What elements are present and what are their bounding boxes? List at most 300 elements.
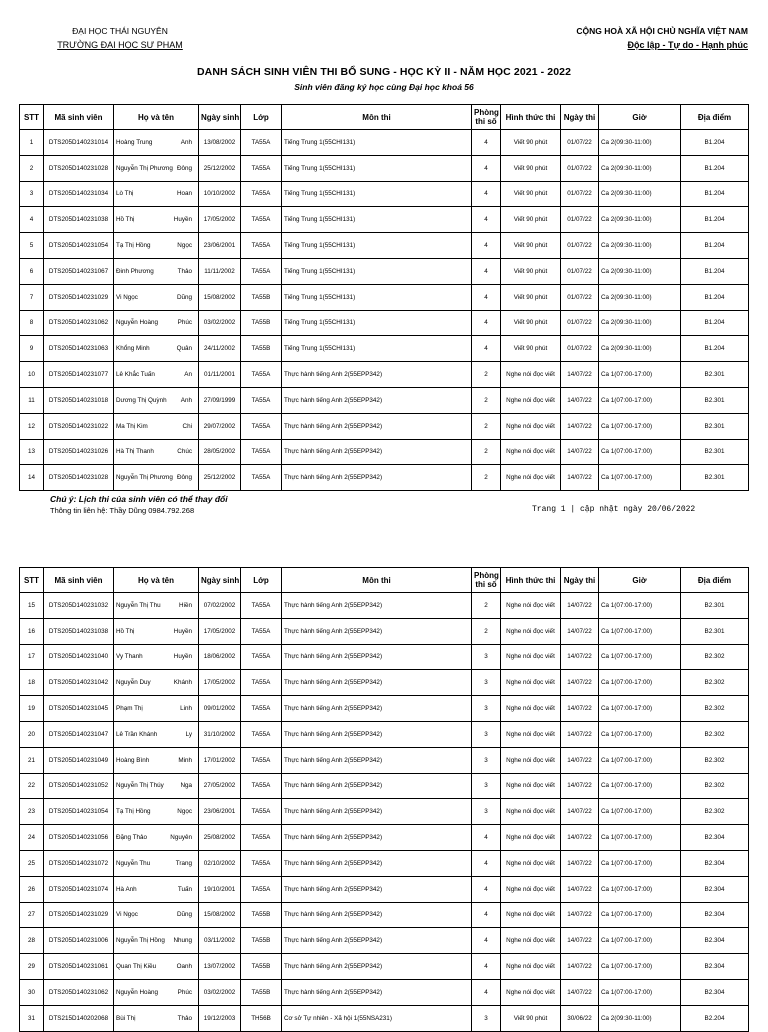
cell-form: Nghe nói đọc viết	[501, 928, 561, 954]
cell-student-id: DTS205D140231014	[44, 130, 114, 156]
table-row	[20, 902, 749, 928]
cell-date: 14/07/22	[561, 593, 599, 619]
cell-name	[114, 336, 199, 362]
cell-given-name: Minh	[178, 756, 192, 764]
cell-dob: 27/05/2002	[199, 773, 241, 799]
table-row	[20, 928, 749, 954]
note-block	[50, 493, 228, 517]
cell-stt: 4	[20, 207, 44, 233]
cell-location: B2.304	[681, 902, 749, 928]
cell-stt: 31	[20, 1005, 44, 1031]
cell-dob: 01/11/2001	[199, 362, 241, 388]
cell-name	[114, 284, 199, 310]
table-row	[20, 387, 749, 413]
cell-subject: Thực hành tiếng Anh 2(55EPP342)	[282, 954, 472, 980]
cell-date: 14/07/22	[561, 670, 599, 696]
cell-time: Ca 2(09:30-11:00)	[599, 336, 681, 362]
cell-student-id: DTS205D140231052	[44, 773, 114, 799]
cell-surname: Lê Trần Khánh	[116, 730, 158, 738]
cell-date: 01/07/22	[561, 155, 599, 181]
cell-stt: 29	[20, 954, 44, 980]
cell-student-id: DTS205D140231062	[44, 310, 114, 336]
cell-time: Ca 2(09:30-11:00)	[599, 1005, 681, 1031]
cell-surname: Đinh Phương	[116, 267, 154, 275]
cell-stt: 25	[20, 850, 44, 876]
cell-location: B2.302	[681, 721, 749, 747]
cell-name	[114, 130, 199, 156]
cell-student-id: DTS205D140231063	[44, 336, 114, 362]
cell-student-id: DTS205D140231056	[44, 825, 114, 851]
cell-given-name: Trang	[175, 859, 192, 867]
col-stt: STT	[20, 568, 44, 593]
cell-name	[114, 155, 199, 181]
cell-date: 01/07/22	[561, 207, 599, 233]
col-name: Họ và tên	[114, 105, 199, 130]
cell-stt: 17	[20, 644, 44, 670]
col-class: Lớp	[241, 105, 282, 130]
cell-time: Ca 2(09:30-11:00)	[599, 155, 681, 181]
table-header-row	[20, 105, 749, 130]
col-dob: Ngày sinh	[199, 568, 241, 593]
cell-name	[114, 413, 199, 439]
cell-dob: 31/10/2002	[199, 721, 241, 747]
cell-form: Nghe nói đọc viết	[501, 413, 561, 439]
col-stt: STT	[20, 105, 44, 130]
cell-location: B2.301	[681, 439, 749, 465]
col-date: Ngày thi	[561, 568, 599, 593]
cell-location: B2.302	[681, 696, 749, 722]
cell-given-name: Thảo	[177, 267, 192, 275]
cell-form: Viết 90 phút	[501, 130, 561, 156]
table-row	[20, 747, 749, 773]
cell-name	[114, 387, 199, 413]
cell-name	[114, 181, 199, 207]
cell-name	[114, 979, 199, 1005]
cell-given-name: Ly	[185, 730, 192, 738]
cell-class: TA55A	[241, 155, 282, 181]
cell-class: TA55A	[241, 207, 282, 233]
cell-form: Nghe nói đọc viết	[501, 825, 561, 851]
cell-form: Viết 90 phút	[501, 1005, 561, 1031]
cell-dob: 27/09/1999	[199, 387, 241, 413]
table-row	[20, 284, 749, 310]
col-student-id: Mã sinh viên	[44, 568, 114, 593]
cell-form: Viết 90 phút	[501, 284, 561, 310]
cell-name	[114, 928, 199, 954]
cell-stt: 24	[20, 825, 44, 851]
cell-time: Ca 1(07:00-17:00)	[599, 825, 681, 851]
cell-given-name: Huyền	[173, 216, 192, 224]
cell-stt: 18	[20, 670, 44, 696]
cell-class: TA55B	[241, 336, 282, 362]
cell-surname: Phạm Thị	[116, 705, 143, 713]
cell-student-id: DTS205D140231054	[44, 233, 114, 259]
cell-location: B2.301	[681, 413, 749, 439]
cell-location: B2.302	[681, 670, 749, 696]
cell-dob: 13/07/2002	[199, 954, 241, 980]
col-location: Địa điểm	[681, 105, 749, 130]
cell-date: 01/07/22	[561, 233, 599, 259]
cell-time: Ca 2(09:30-11:00)	[599, 310, 681, 336]
cell-student-id: DTS205D140231074	[44, 876, 114, 902]
cell-class: TA55A	[241, 387, 282, 413]
cell-student-id: DTS205D140231047	[44, 721, 114, 747]
table-row	[20, 721, 749, 747]
cell-stt: 26	[20, 876, 44, 902]
cell-surname: Dương Thị Quỳnh	[116, 396, 167, 404]
cell-stt: 5	[20, 233, 44, 259]
cell-dob: 03/11/2002	[199, 928, 241, 954]
cell-subject: Thực hành tiếng Anh 2(55EPP342)	[282, 696, 472, 722]
cell-surname: Hà Anh	[116, 885, 137, 893]
cell-dob: 02/10/2002	[199, 850, 241, 876]
cell-subject: Tiếng Trung 1(55CHI131)	[282, 181, 472, 207]
table-row	[20, 181, 749, 207]
cell-subject: Thực hành tiếng Anh 2(55EPP342)	[282, 644, 472, 670]
cell-subject: Tiếng Trung 1(55CHI131)	[282, 310, 472, 336]
cell-location: B2.301	[681, 618, 749, 644]
cell-student-id: DTS205D140231040	[44, 644, 114, 670]
col-time: Giờ	[599, 105, 681, 130]
cell-student-id: DTS205D140231061	[44, 954, 114, 980]
cell-form: Nghe nói đọc viết	[501, 593, 561, 619]
cell-form: Nghe nói đọc viết	[501, 439, 561, 465]
cell-date: 14/07/22	[561, 773, 599, 799]
cell-given-name: Hoan	[176, 190, 192, 198]
cell-class: TA55A	[241, 850, 282, 876]
cell-stt: 12	[20, 413, 44, 439]
cell-location: B2.301	[681, 593, 749, 619]
cell-name	[114, 850, 199, 876]
cell-given-name: Anh	[180, 138, 192, 146]
cell-stt: 20	[20, 721, 44, 747]
cell-subject: Thực hành tiếng Anh 2(55EPP342)	[282, 928, 472, 954]
cell-name	[114, 876, 199, 902]
cell-form: Nghe nói đọc viết	[501, 670, 561, 696]
cell-student-id: DTS205D140231049	[44, 747, 114, 773]
national-motto: Độc lập - Tự do - Hạnh phúc	[627, 40, 748, 50]
cell-stt: 22	[20, 773, 44, 799]
cell-time: Ca 1(07:00-17:00)	[599, 362, 681, 388]
cell-name	[114, 310, 199, 336]
cell-form: Nghe nói đọc viết	[501, 954, 561, 980]
cell-name	[114, 825, 199, 851]
cell-stt: 16	[20, 618, 44, 644]
cell-room: 2	[472, 593, 501, 619]
cell-name	[114, 670, 199, 696]
cell-subject: Thực hành tiếng Anh 2(55EPP342)	[282, 439, 472, 465]
cell-stt: 6	[20, 258, 44, 284]
cell-subject: Thực hành tiếng Anh 2(55EPP342)	[282, 876, 472, 902]
cell-location: B2.302	[681, 773, 749, 799]
cell-student-id: DTS205D140231032	[44, 593, 114, 619]
cell-room: 4	[472, 258, 501, 284]
note-contact: Thông tin liên hệ: Thầy Dũng 0984.792.268	[50, 506, 195, 515]
cell-time: Ca 1(07:00-17:00)	[599, 670, 681, 696]
cell-given-name: Quân	[176, 345, 192, 353]
cell-surname: Lò Thị	[116, 190, 134, 198]
cell-subject: Tiếng Trung 1(55CHI131)	[282, 284, 472, 310]
cell-subject: Tiếng Trung 1(55CHI131)	[282, 207, 472, 233]
cell-location: B2.304	[681, 876, 749, 902]
cell-name	[114, 618, 199, 644]
cell-stt: 8	[20, 310, 44, 336]
cell-student-id: DTS205D140231026	[44, 439, 114, 465]
cell-given-name: Nga	[180, 782, 192, 790]
cell-form: Nghe nói đọc viết	[501, 799, 561, 825]
cell-location: B2.304	[681, 928, 749, 954]
cell-time: Ca 1(07:00-17:00)	[599, 721, 681, 747]
cell-given-name: Nguyên	[170, 834, 192, 842]
cell-room: 4	[472, 284, 501, 310]
table-row	[20, 825, 749, 851]
col-room	[472, 568, 501, 593]
cell-date: 14/07/22	[561, 387, 599, 413]
cell-time: Ca 1(07:00-17:00)	[599, 799, 681, 825]
col-name: Họ và tên	[114, 568, 199, 593]
table-row	[20, 465, 749, 491]
cell-surname: Tạ Thị Hồng	[116, 808, 151, 816]
cell-time: Ca 1(07:00-17:00)	[599, 979, 681, 1005]
cell-name	[114, 465, 199, 491]
cell-surname: Bùi Thị	[116, 1014, 136, 1022]
cell-dob: 24/11/2002	[199, 336, 241, 362]
cell-date: 14/07/22	[561, 825, 599, 851]
cell-stt: 19	[20, 696, 44, 722]
cell-dob: 17/05/2002	[199, 618, 241, 644]
cell-room: 4	[472, 207, 501, 233]
cell-given-name: Nhung	[173, 937, 192, 945]
col-form: Hình thức thi	[501, 105, 561, 130]
cell-given-name: Oanh	[176, 963, 192, 971]
cell-date: 14/07/22	[561, 413, 599, 439]
cell-form: Nghe nói đọc viết	[501, 362, 561, 388]
cell-class: TA55B	[241, 954, 282, 980]
cell-date: 01/07/22	[561, 284, 599, 310]
header-right	[576, 24, 748, 52]
cell-stt: 14	[20, 465, 44, 491]
cell-time: Ca 1(07:00-17:00)	[599, 773, 681, 799]
cell-dob: 19/12/2003	[199, 1005, 241, 1031]
cell-location: B1.204	[681, 284, 749, 310]
cell-date: 14/07/22	[561, 850, 599, 876]
cell-time: Ca 1(07:00-17:00)	[599, 644, 681, 670]
cell-room: 3	[472, 1005, 501, 1031]
cell-surname: Đặng Thảo	[116, 834, 148, 842]
cell-room: 2	[472, 465, 501, 491]
cell-student-id: DTS205D140231054	[44, 799, 114, 825]
table-row	[20, 413, 749, 439]
university-name: ĐẠI HỌC THÁI NGUYÊN	[72, 26, 168, 36]
cell-subject: Thực hành tiếng Anh 2(55EPP342)	[282, 773, 472, 799]
cell-surname: Nguyễn Hoàng	[116, 988, 159, 996]
cell-time: Ca 1(07:00-17:00)	[599, 696, 681, 722]
cell-surname: Ma Thị Kim	[116, 422, 148, 430]
cell-room: 2	[472, 618, 501, 644]
exam-table-page-2	[19, 567, 749, 1032]
cell-surname: Nguyễn Thị Thúy	[116, 782, 164, 790]
cell-time: Ca 1(07:00-17:00)	[599, 902, 681, 928]
cell-location: B1.204	[681, 207, 749, 233]
cell-dob: 18/06/2002	[199, 644, 241, 670]
col-room-line1: Phòng	[474, 108, 499, 117]
document-title: DANH SÁCH SINH VIÊN THI BỔ SUNG - HỌC KỲ II - NĂM HỌC 2021 - 2022	[196, 66, 572, 78]
cell-time: Ca 1(07:00-17:00)	[599, 439, 681, 465]
cell-student-id: DTS205D140231077	[44, 362, 114, 388]
cell-dob: 19/10/2001	[199, 876, 241, 902]
cell-date: 14/07/22	[561, 876, 599, 902]
cell-stt: 3	[20, 181, 44, 207]
cell-date: 01/07/22	[561, 336, 599, 362]
cell-stt: 9	[20, 336, 44, 362]
cell-name	[114, 644, 199, 670]
cell-location: B2.302	[681, 644, 749, 670]
cell-subject: Cơ sở Tự nhiên - Xã hội 1(55NSA231)	[282, 1005, 472, 1031]
cell-student-id: DTS205D140231045	[44, 696, 114, 722]
cell-class: TA55A	[241, 439, 282, 465]
cell-student-id: DTS205D140231028	[44, 155, 114, 181]
cell-form: Viết 90 phút	[501, 336, 561, 362]
cell-given-name: Hiền	[179, 601, 192, 609]
cell-room: 3	[472, 747, 501, 773]
cell-subject: Thực hành tiếng Anh 2(55EPP342)	[282, 799, 472, 825]
cell-given-name: Huyền	[173, 653, 192, 661]
cell-date: 14/07/22	[561, 747, 599, 773]
cell-class: TA55A	[241, 876, 282, 902]
cell-form: Viết 90 phút	[501, 258, 561, 284]
cell-stt: 1	[20, 130, 44, 156]
cell-surname: Nguyễn Duy	[116, 679, 151, 687]
cell-student-id: DTS205D140231062	[44, 979, 114, 1005]
table-row	[20, 644, 749, 670]
cell-location: B1.204	[681, 130, 749, 156]
cell-location: B1.204	[681, 258, 749, 284]
cell-dob: 15/08/2002	[199, 284, 241, 310]
cell-form: Nghe nói đọc viết	[501, 465, 561, 491]
cell-subject: Thực hành tiếng Anh 2(55EPP342)	[282, 902, 472, 928]
cell-form: Nghe nói đọc viết	[501, 773, 561, 799]
cell-student-id: DTS205D140231006	[44, 928, 114, 954]
cell-time: Ca 1(07:00-17:00)	[599, 413, 681, 439]
cell-stt: 10	[20, 362, 44, 388]
cell-given-name: Phúc	[177, 319, 192, 327]
cell-stt: 7	[20, 284, 44, 310]
cell-student-id: DTS205D140231038	[44, 618, 114, 644]
cell-location: B2.301	[681, 362, 749, 388]
table-row	[20, 155, 749, 181]
cell-subject: Thực hành tiếng Anh 2(55EPP342)	[282, 362, 472, 388]
cell-surname: Vy Thanh	[116, 653, 143, 661]
cell-given-name: Phúc	[177, 988, 192, 996]
cell-dob: 29/07/2002	[199, 413, 241, 439]
cell-room: 2	[472, 387, 501, 413]
col-time: Giờ	[599, 568, 681, 593]
cell-class: TA55A	[241, 181, 282, 207]
cell-room: 3	[472, 670, 501, 696]
cell-form: Nghe nói đọc viết	[501, 850, 561, 876]
cell-student-id: DTS205D140231022	[44, 413, 114, 439]
col-student-id: Mã sinh viên	[44, 105, 114, 130]
cell-time: Ca 1(07:00-17:00)	[599, 850, 681, 876]
cell-form: Nghe nói đọc viết	[501, 747, 561, 773]
cell-date: 14/07/22	[561, 439, 599, 465]
col-room-line1: Phòng	[474, 571, 499, 580]
cell-date: 14/07/22	[561, 644, 599, 670]
col-location: Địa điểm	[681, 568, 749, 593]
cell-stt: 27	[20, 902, 44, 928]
cell-class: TA55A	[241, 413, 282, 439]
cell-surname: Nguyễn Thị Phương	[116, 164, 173, 172]
table-row	[20, 696, 749, 722]
cell-dob: 03/02/2002	[199, 979, 241, 1005]
cell-date: 14/07/22	[561, 618, 599, 644]
cell-location: B2.301	[681, 465, 749, 491]
cell-date: 01/07/22	[561, 310, 599, 336]
cell-time: Ca 2(09:30-11:00)	[599, 207, 681, 233]
cell-dob: 23/06/2001	[199, 799, 241, 825]
cell-room: 4	[472, 979, 501, 1005]
cell-student-id: DTS205D140231034	[44, 181, 114, 207]
cell-stt: 15	[20, 593, 44, 619]
cell-name	[114, 799, 199, 825]
cell-room: 2	[472, 362, 501, 388]
table-row	[20, 258, 749, 284]
cell-surname: Vi Ngọc	[116, 293, 138, 301]
cell-time: Ca 2(09:30-11:00)	[599, 284, 681, 310]
cell-room: 4	[472, 902, 501, 928]
cell-dob: 25/12/2002	[199, 465, 241, 491]
cell-subject: Thực hành tiếng Anh 2(55EPP342)	[282, 850, 472, 876]
country-name: CỘNG HOÀ XÃ HỘI CHỦ NGHĨA VIỆT NAM	[576, 26, 748, 36]
cell-room: 4	[472, 928, 501, 954]
cell-date: 14/07/22	[561, 362, 599, 388]
cell-room: 4	[472, 310, 501, 336]
cell-student-id: DTS205D140231018	[44, 387, 114, 413]
col-room	[472, 105, 501, 130]
cell-room: 3	[472, 644, 501, 670]
cell-room: 4	[472, 850, 501, 876]
cell-form: Nghe nói đọc viết	[501, 387, 561, 413]
cell-room: 3	[472, 799, 501, 825]
cell-stt: 13	[20, 439, 44, 465]
cell-given-name: Đông	[176, 164, 192, 172]
cell-given-name: Đông	[176, 474, 192, 482]
cell-dob: 09/01/2002	[199, 696, 241, 722]
cell-class: TA55B	[241, 979, 282, 1005]
cell-student-id: DTS205D140231029	[44, 284, 114, 310]
note-warning: Chú ý: Lịch thi của sinh viên có thể thay đổi	[50, 494, 228, 504]
table-row	[20, 233, 749, 259]
cell-location: B1.204	[681, 336, 749, 362]
cell-class: TA55A	[241, 130, 282, 156]
document-subtitle: Sinh viên đăng ký học cùng Đại học khoá 56	[294, 82, 474, 92]
cell-subject: Tiếng Trung 1(55CHI131)	[282, 233, 472, 259]
table-row	[20, 979, 749, 1005]
cell-time: Ca 1(07:00-17:00)	[599, 876, 681, 902]
cell-time: Ca 1(07:00-17:00)	[599, 954, 681, 980]
table-row	[20, 130, 749, 156]
cell-subject: Thực hành tiếng Anh 2(55EPP342)	[282, 618, 472, 644]
table-header-row	[20, 568, 749, 593]
table-row	[20, 439, 749, 465]
cell-subject: Thực hành tiếng Anh 2(55EPP342)	[282, 413, 472, 439]
cell-name	[114, 593, 199, 619]
cell-subject: Tiếng Trung 1(55CHI131)	[282, 258, 472, 284]
table-row	[20, 362, 749, 388]
cell-surname: Nguyễn Thị Hồng	[116, 937, 165, 945]
cell-date: 14/07/22	[561, 979, 599, 1005]
cell-given-name: Thảo	[177, 1014, 192, 1022]
